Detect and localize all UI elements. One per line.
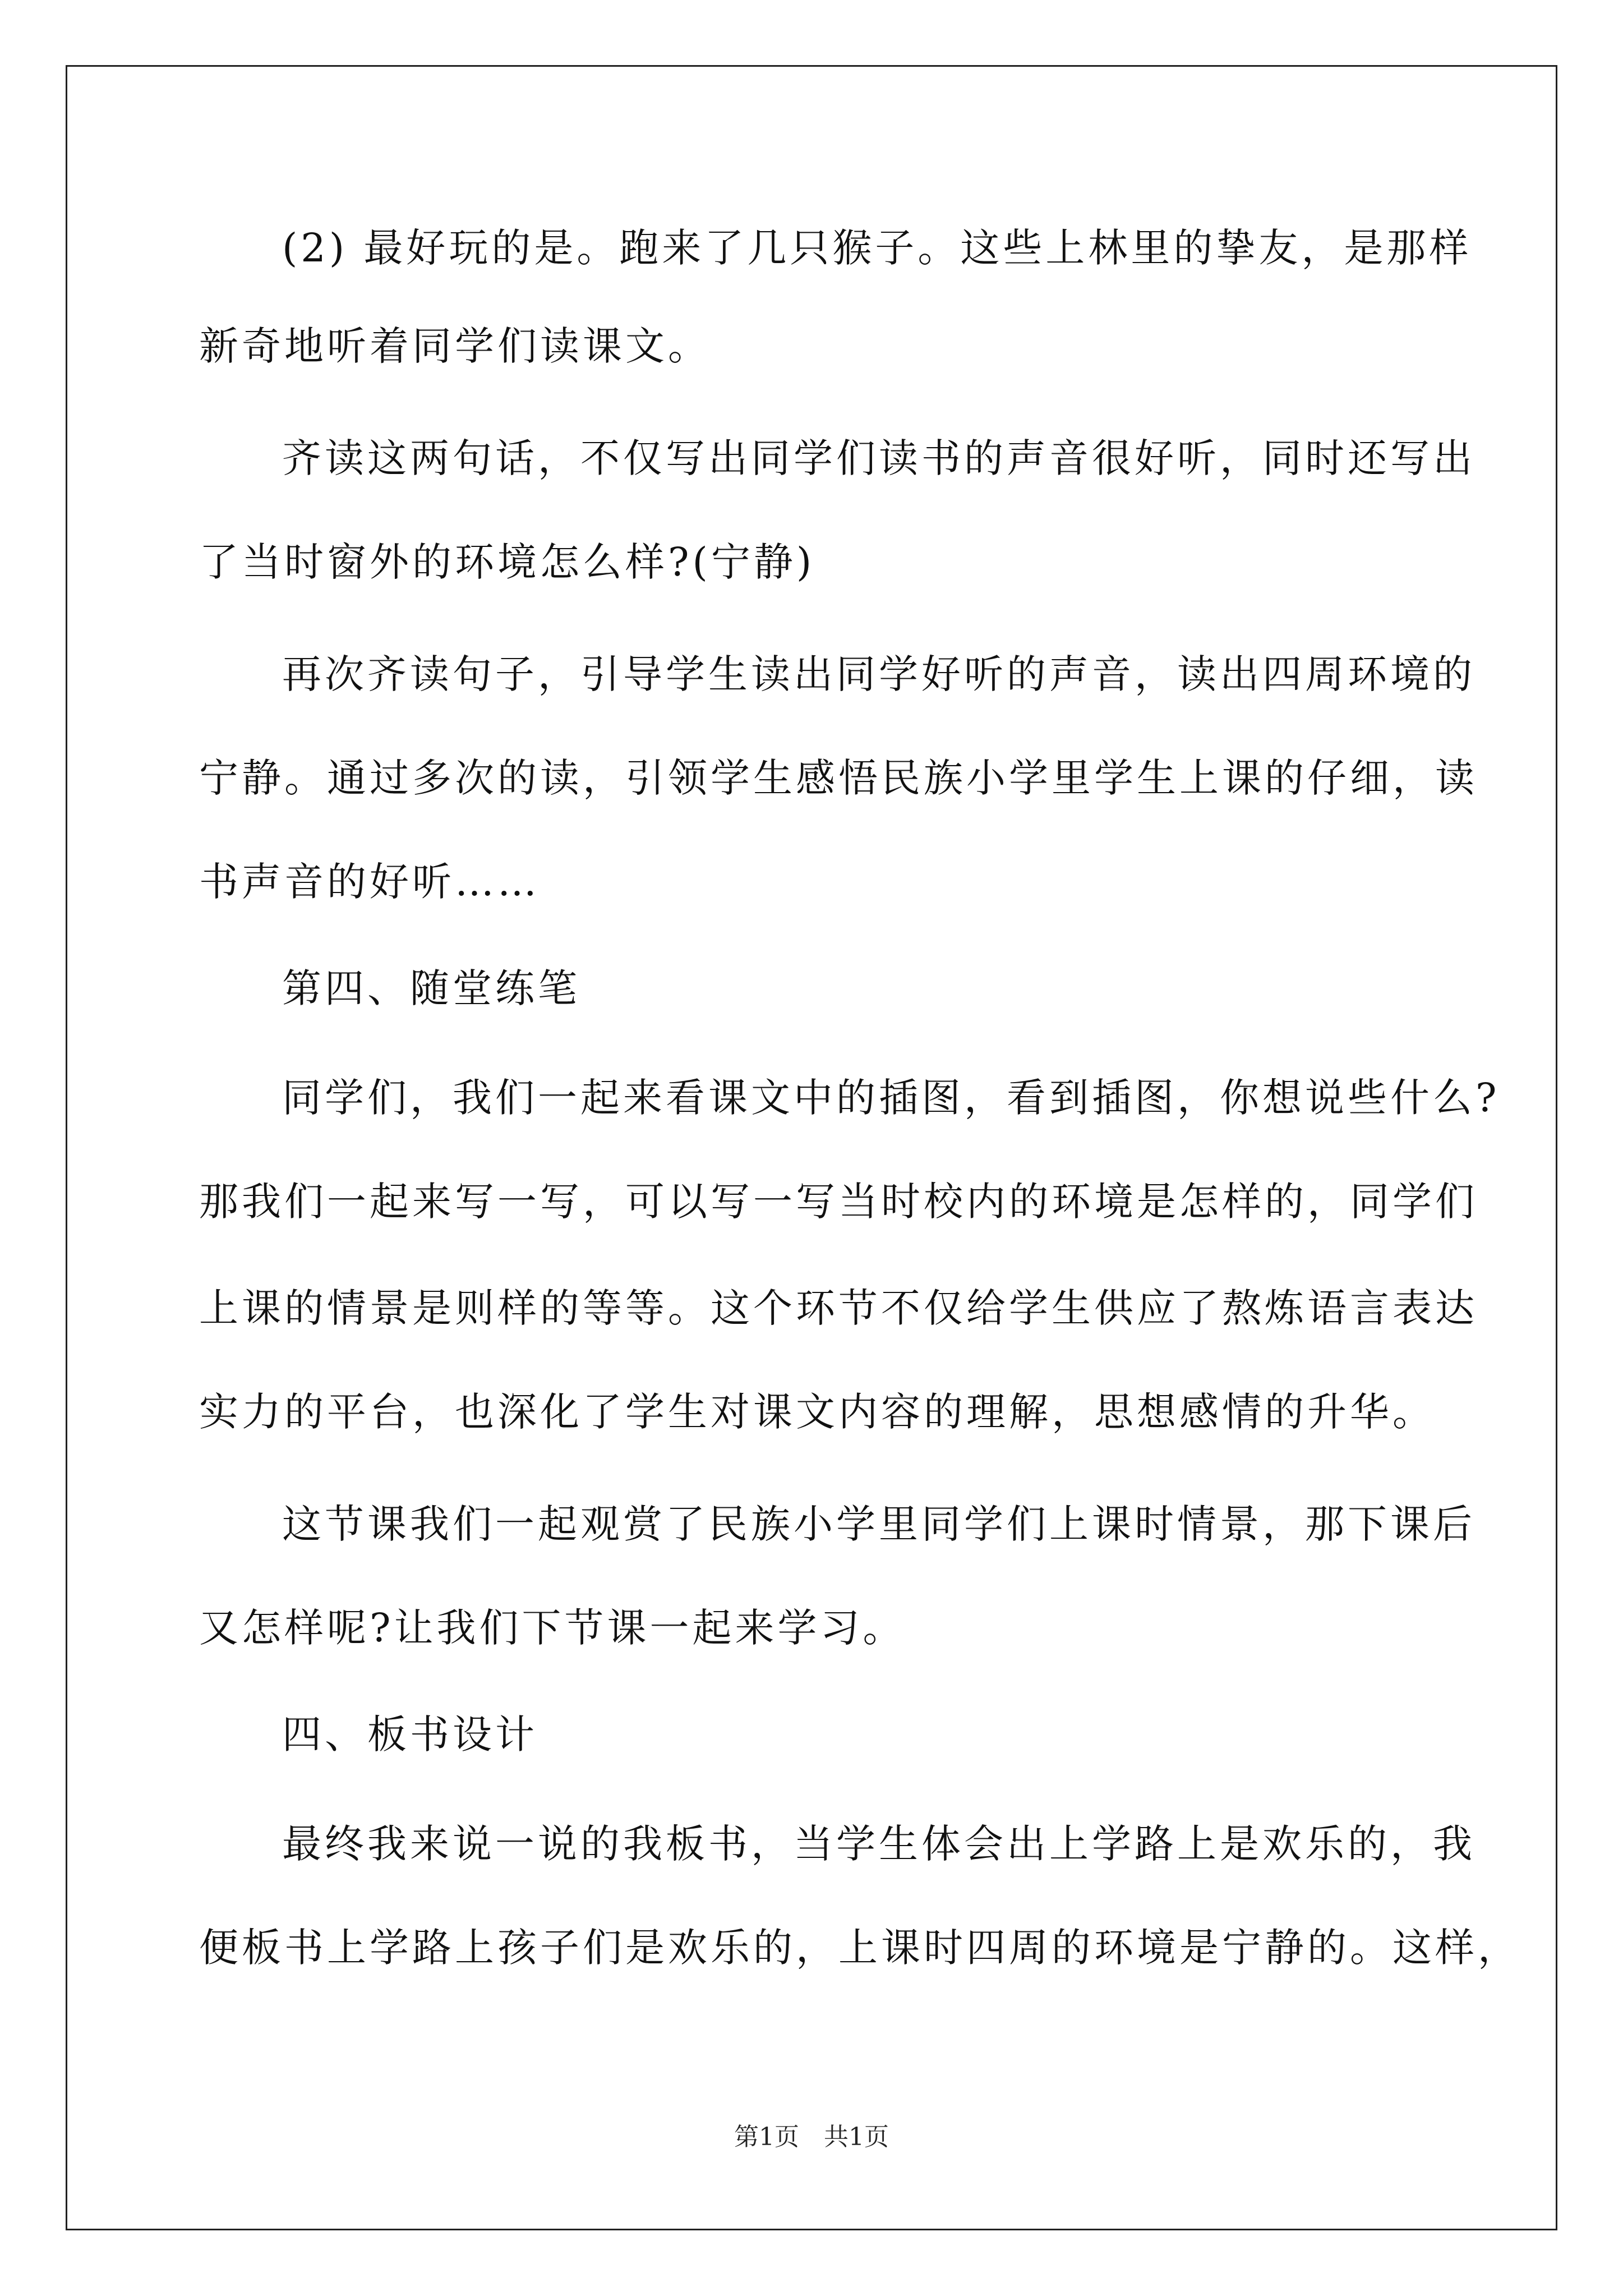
text-line: 了当时窗外的环境怎么样?(宁静)	[199, 539, 815, 585]
text-line: 上课的情景是则样的等等。这个环节不仅给学生供应了熬炼语言表达	[199, 1285, 1478, 1331]
page-border	[66, 65, 1557, 2230]
text-line: (2) 最好玩的是。跑来了几只猴子。这些上林里的挚友，是那样	[282, 225, 1472, 271]
text-line: 便板书上学路上孩子们是欢乐的，上课时四周的环境是宁静的。这样，	[199, 1925, 1520, 1971]
section-heading: 四、板书设计	[282, 1711, 538, 1757]
text-line: 这节课我们一起观赏了民族小学里同学们上课时情景，那下课后	[282, 1501, 1476, 1547]
text-line: 新奇地听着同学们读课文。	[199, 323, 711, 369]
text-line: 再次齐读句子，引导学生读出同学好听的声音，读出四周环境的	[282, 651, 1476, 697]
text-line: 又怎样呢?让我们下节课一起来学习。	[199, 1605, 906, 1651]
section-heading: 第四、随堂练笔	[282, 965, 580, 1011]
text-line: 齐读这两句话，不仅写出同学们读书的声音很好听，同时还写出	[282, 435, 1476, 481]
text-line: 同学们，我们一起来看课文中的插图，看到插图，你想说些什么?	[282, 1075, 1500, 1121]
text-line: 宁静。通过多次的读，引领学生感悟民族小学里学生上课的仔细，读	[199, 755, 1478, 801]
page-number-footer: 第1页 共1页	[734, 2123, 889, 2151]
text-line: 实力的平台，也深化了学生对课文内容的理解，思想感情的升华。	[199, 1389, 1435, 1435]
text-line: 最终我来说一说的我板书，当学生体会出上学路上是欢乐的，我	[282, 1821, 1476, 1867]
text-line: 那我们一起来写一写，可以写一写当时校内的环境是怎样的，同学们	[199, 1179, 1478, 1225]
text-line: 书声音的好听……	[199, 859, 540, 905]
